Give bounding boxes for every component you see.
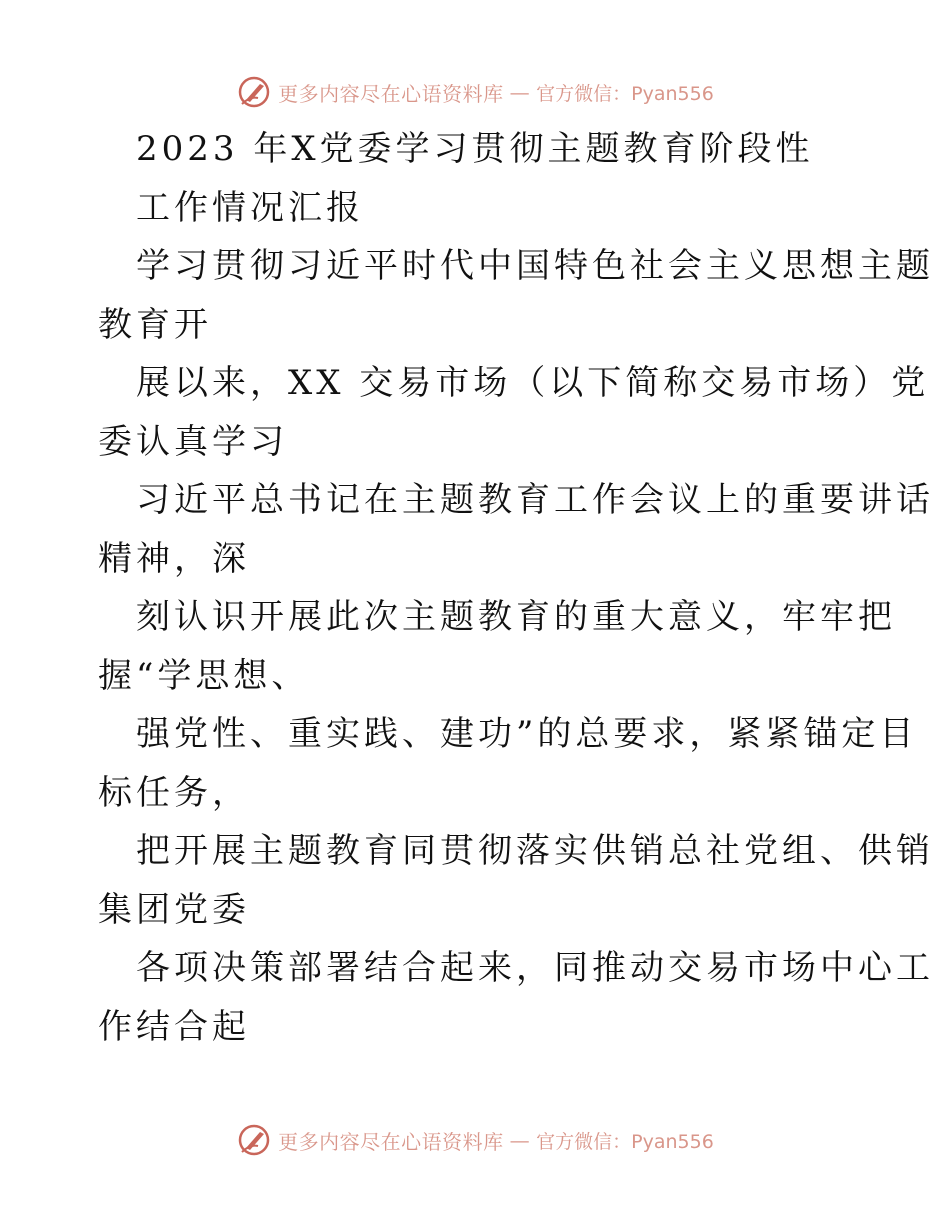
footer-watermark <box>0 1120 950 1160</box>
watermark-brand-text: 更多内容尽在心语资料库 <box>278 1129 504 1154</box>
watermark-wechat-text: 官方微信：Pyan556 <box>536 1130 714 1153</box>
document-line: 刻认识开展此次主题教育的重大意义，牢牢把 <box>136 597 896 637</box>
watermark-wechat-text: 官方微信：Pyan556 <box>536 82 714 105</box>
document-line: 习近平总书记在主题教育工作会议上的重要讲话 <box>136 480 934 520</box>
document-line: 展以来，XX 交易市场（以下简称交易市场）党 <box>136 363 930 403</box>
pen-logo-icon <box>236 74 272 110</box>
document-line: 标任务， <box>98 772 250 813</box>
document-line: 精神，深 <box>98 538 250 579</box>
watermark-brand-text: 更多内容尽在心语资料库 <box>278 81 504 106</box>
document-line: 集团党委 <box>98 889 250 930</box>
header-watermark <box>0 72 950 112</box>
document-line: 委认真学习 <box>98 421 288 462</box>
document-line: 握“学思想、 <box>98 655 310 696</box>
document-line: 工作情况汇报 <box>136 187 364 228</box>
pen-logo-icon <box>236 1122 272 1158</box>
watermark-dash: — <box>509 1128 531 1152</box>
document-line: 把开展主题教育同贯彻落实供销总社党组、供销 <box>136 831 934 871</box>
document-body <box>98 120 934 1056</box>
document-line: 各项决策部署结合起来，同推动交易市场中心工 <box>136 948 934 988</box>
document-line: 教育开 <box>98 304 212 345</box>
document-line: 强党性、重实践、建功”的总要求，紧紧锚定目 <box>136 714 918 754</box>
document-line: 作结合起 <box>98 1006 250 1047</box>
watermark-dash: — <box>509 80 531 104</box>
document-line: 学习贯彻习近平时代中国特色社会主义思想主题 <box>136 246 934 286</box>
document-line: 2023 年X党委学习贯彻主题教育阶段性 <box>136 129 814 169</box>
